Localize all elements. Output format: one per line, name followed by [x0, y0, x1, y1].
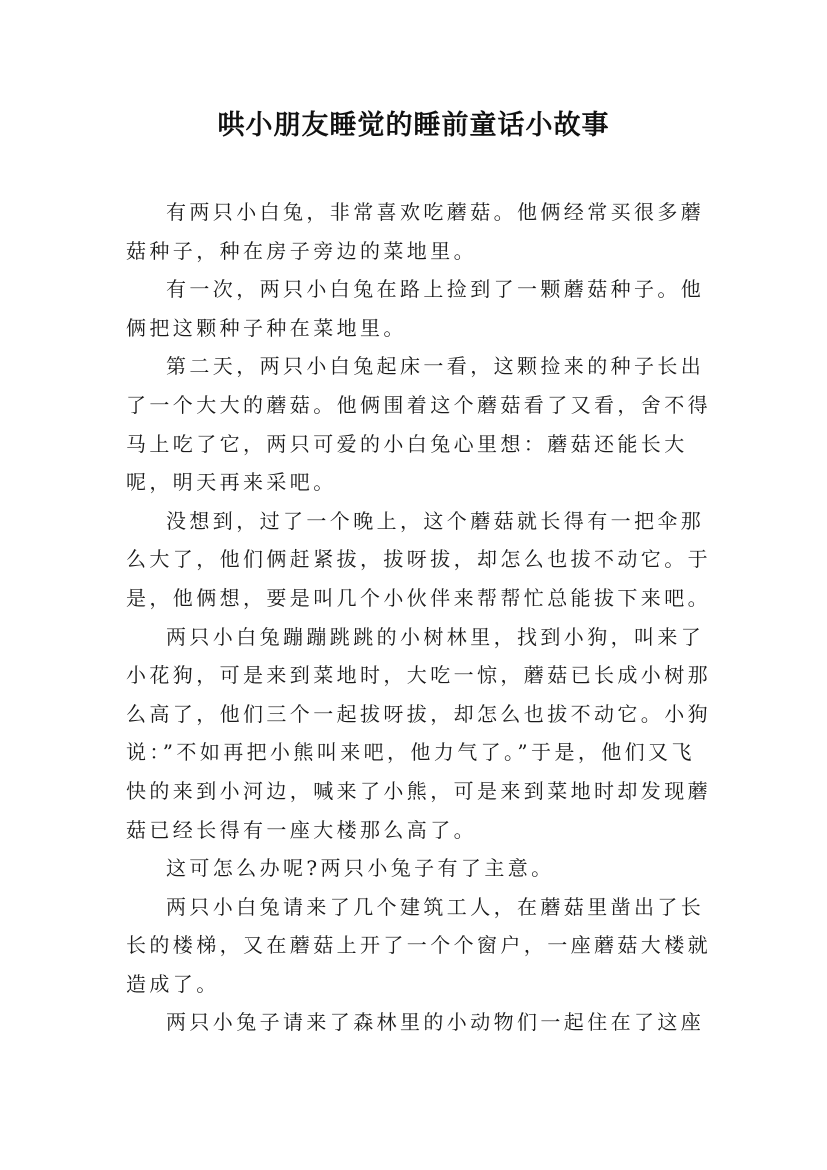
paragraph: 两只小白兔蹦蹦跳跳的小树林里，找到小狗，叫来了小花狗，可是来到菜地时，大吃一惊，蘑菇已长成小树那么高了，他们三个一起拔呀拔，却怎么也拔不动它。小狗说：”不如再把小熊叫来吧，他力气了。”于是，他们又飞快的来到小河边，喊来了小熊，可是来到菜地时却发现蘑菇已经长得有一座大楼那么高了。: [126, 624, 711, 842]
paragraph: 两只小兔子请来了森林里的小动物们一起住在了这座: [166, 1010, 705, 1035]
paragraph: 有两只小白兔，非常喜欢吃蘑菇。他俩经常买很多蘑菇种子，种在房子旁边的菜地里。: [126, 200, 705, 263]
paragraph: 有一次，两只小白兔在路上捡到了一颗蘑菇种子。他俩把这颗种子种在菜地里。: [126, 277, 705, 340]
paragraph: 没想到，过了一个晚上，这个蘑菇就长得有一把伞那么大了，他们俩赶紧拔，拔呀拔，却怎么也拔不动它。于是，他俩想，要是叫几个小伙伴来帮帮忙总能拔下来吧。: [126, 508, 711, 610]
story-body: [126, 193, 714, 1042]
document-title: 哄小朋友睡觉的睡前童话小故事: [217, 110, 610, 141]
paragraph: 两只小白兔请来了几个建筑工人，在蘑菇里凿出了长长的楼梯，又在蘑菇上开了一个个窗户，一座蘑菇大楼就造成了。: [126, 894, 711, 996]
paragraph: 第二天，两只小白兔起床一看，这颗捡来的种子长出了一个大大的蘑菇。他俩围着这个蘑菇看了又看，舍不得马上吃了它，两只可爱的小白兔心里想：蘑菇还能长大呢，明天再来采吧。: [126, 354, 711, 495]
paragraph: 这可怎么办呢?两只小兔子有了主意。: [166, 856, 555, 881]
